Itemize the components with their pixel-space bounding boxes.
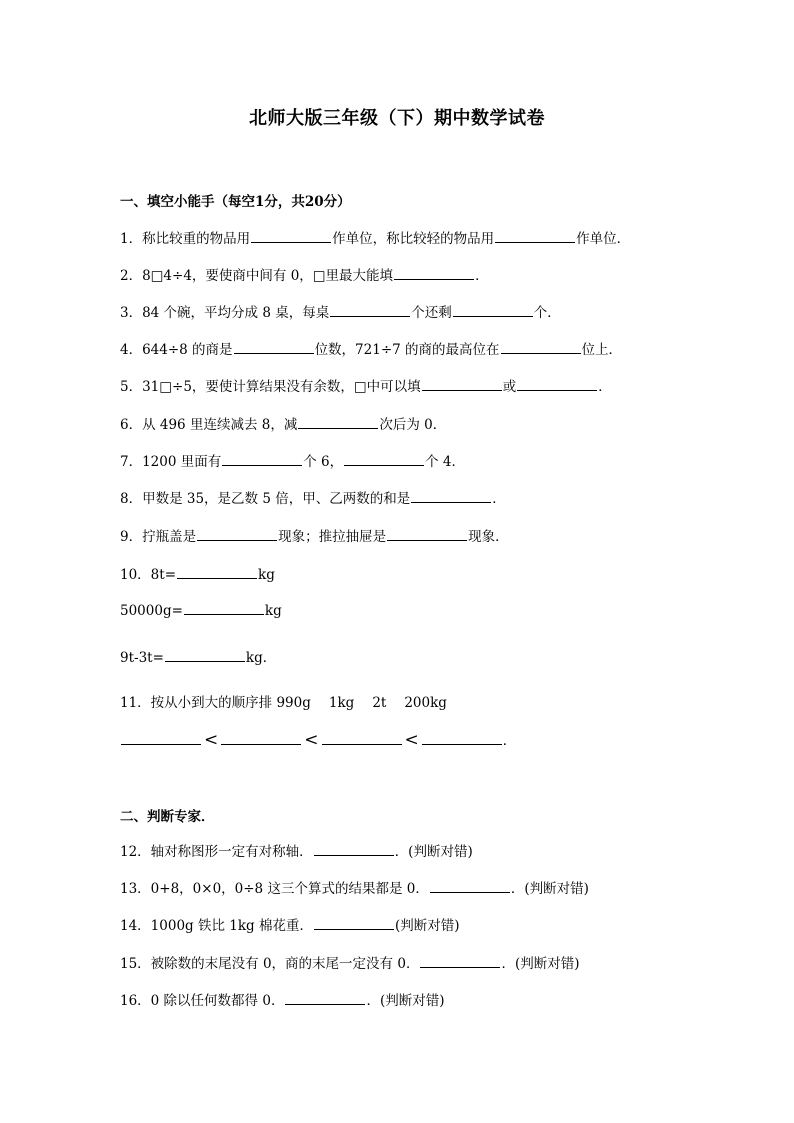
- answer-blank[interactable]: [422, 376, 502, 391]
- answer-blank[interactable]: [387, 526, 467, 541]
- question-10-line-2: [120, 600, 282, 621]
- answer-blank[interactable]: [322, 730, 402, 745]
- question-2: [120, 265, 489, 286]
- question-8: [120, 488, 506, 509]
- answer-blank[interactable]: [394, 265, 474, 280]
- answer-blank[interactable]: [501, 339, 581, 354]
- answer-blank[interactable]: [298, 414, 378, 429]
- question-13: [120, 878, 589, 899]
- item-200kg: 200kg: [404, 695, 447, 711]
- answer-blank[interactable]: [197, 526, 277, 541]
- unit-label: kg: [258, 567, 275, 583]
- section-1-heading: 一、填空小能手（每空1分，共20分）: [120, 194, 351, 210]
- question-10-line-1: [120, 564, 275, 585]
- question-text: 次后为 0．: [379, 417, 447, 433]
- question-text: 个还剩: [411, 305, 452, 321]
- question-text: 7．1200 里面有: [120, 454, 222, 470]
- answer-blank[interactable]: [221, 730, 301, 745]
- answer-blank[interactable]: [420, 953, 500, 968]
- question-6: [120, 414, 446, 435]
- question-12: [120, 841, 473, 862]
- question-text: 或: [502, 379, 517, 395]
- answer-blank[interactable]: [177, 564, 257, 579]
- question-text: ．(判断对错): [366, 993, 445, 1009]
- question-text: 4．644÷8 的商是: [120, 342, 233, 358]
- question-text: 14．1000g 铁比 1kg 棉花重．: [120, 918, 313, 934]
- section-2-heading: 二、判断专家．: [120, 809, 215, 825]
- answer-blank[interactable]: [344, 451, 424, 466]
- question-5: [120, 376, 612, 397]
- question-text: 15．被除数的末尾没有 0，商的末尾一定没有 0．: [120, 956, 420, 972]
- answer-blank[interactable]: [453, 302, 533, 317]
- answer-blank[interactable]: [314, 915, 394, 930]
- answer-blank[interactable]: [222, 451, 302, 466]
- answer-blank[interactable]: [234, 339, 314, 354]
- answer-blank[interactable]: [411, 488, 491, 503]
- less-than-sign: <: [404, 730, 419, 750]
- answer-blank[interactable]: [314, 841, 394, 856]
- question-text: 16．0 除以任何数都得 0．: [120, 993, 285, 1009]
- question-7: [120, 451, 465, 472]
- question-1: [120, 228, 630, 249]
- question-text: 个．: [533, 305, 561, 321]
- question-text: 12．轴对称图形一定有对称轴．: [120, 844, 313, 860]
- question-text: ．: [492, 491, 506, 507]
- question-text: 6．从 496 里连续减去 8，减: [120, 417, 298, 433]
- answer-blank[interactable]: [165, 647, 245, 662]
- unit-label: kg．: [245, 650, 277, 666]
- question-text: 个 4．: [425, 454, 466, 470]
- question-4: [120, 339, 622, 360]
- question-text: 现象；推拉抽屉是: [278, 529, 387, 545]
- question-11-order-line: [120, 730, 516, 751]
- question-text: 现象．: [468, 529, 509, 545]
- question-text: 5．31□÷5，要使计算结果没有余数，□中可以填: [120, 379, 421, 395]
- question-text: 位数，721÷7 的商的最高位在: [314, 342, 500, 358]
- question-text: 9t-3t=: [120, 650, 164, 666]
- answer-blank[interactable]: [121, 730, 201, 745]
- question-text: 2．8□4÷4，要使商中间有 0，□里最大能填: [120, 268, 394, 284]
- question-text: 10．8t=: [120, 567, 177, 583]
- answer-blank[interactable]: [422, 730, 502, 745]
- question-text: ．: [598, 379, 612, 395]
- page-title: 北师大版三年级（下）期中数学试卷: [249, 108, 545, 129]
- question-16: [120, 990, 445, 1011]
- question-15: [120, 953, 580, 974]
- answer-blank[interactable]: [495, 228, 575, 243]
- answer-blank[interactable]: [330, 302, 410, 317]
- answer-blank[interactable]: [184, 600, 264, 615]
- question-text: 位上．: [581, 342, 623, 358]
- answer-blank[interactable]: [285, 990, 365, 1005]
- question-9: [120, 526, 509, 547]
- question-text: 50000g=: [120, 603, 183, 619]
- question-text: 11．按从小到大的顺序排 990g: [120, 695, 311, 711]
- question-text: ．(判断对错): [394, 844, 473, 860]
- question-text: ．: [475, 268, 489, 284]
- question-text: 3．84 个碗，平均分成 8 桌，每桌: [120, 305, 330, 321]
- question-text: 9．拧瓶盖是: [120, 529, 197, 545]
- answer-blank[interactable]: [517, 376, 597, 391]
- question-text: (判断对错): [394, 918, 460, 934]
- question-text: ．(判断对错): [501, 956, 580, 972]
- question-text: ．: [502, 733, 517, 749]
- less-than-sign: <: [204, 730, 219, 750]
- question-3: [120, 302, 561, 323]
- question-text: 个 6，: [303, 454, 344, 470]
- answer-blank[interactable]: [251, 228, 331, 243]
- question-text: 13．0+8，0×0，0÷8 这三个算式的结果都是 0．: [120, 881, 429, 897]
- question-text: ．(判断对错): [510, 881, 589, 897]
- question-text: 作单位，称比较轻的物品用: [332, 231, 495, 247]
- question-text: 作单位．: [576, 231, 631, 247]
- item-2t: 2t: [372, 695, 387, 711]
- question-10-line-3: [120, 647, 276, 668]
- answer-blank[interactable]: [430, 878, 510, 893]
- less-than-sign: <: [304, 730, 319, 750]
- item-1kg: 1kg: [328, 695, 355, 711]
- question-14: [120, 915, 460, 936]
- question-text: 1．称比较重的物品用: [120, 231, 251, 247]
- question-text: 8．甲数是 35，是乙数 5 倍，甲、乙两数的和是: [120, 491, 411, 507]
- question-11: [120, 693, 447, 713]
- unit-label: kg: [264, 603, 282, 619]
